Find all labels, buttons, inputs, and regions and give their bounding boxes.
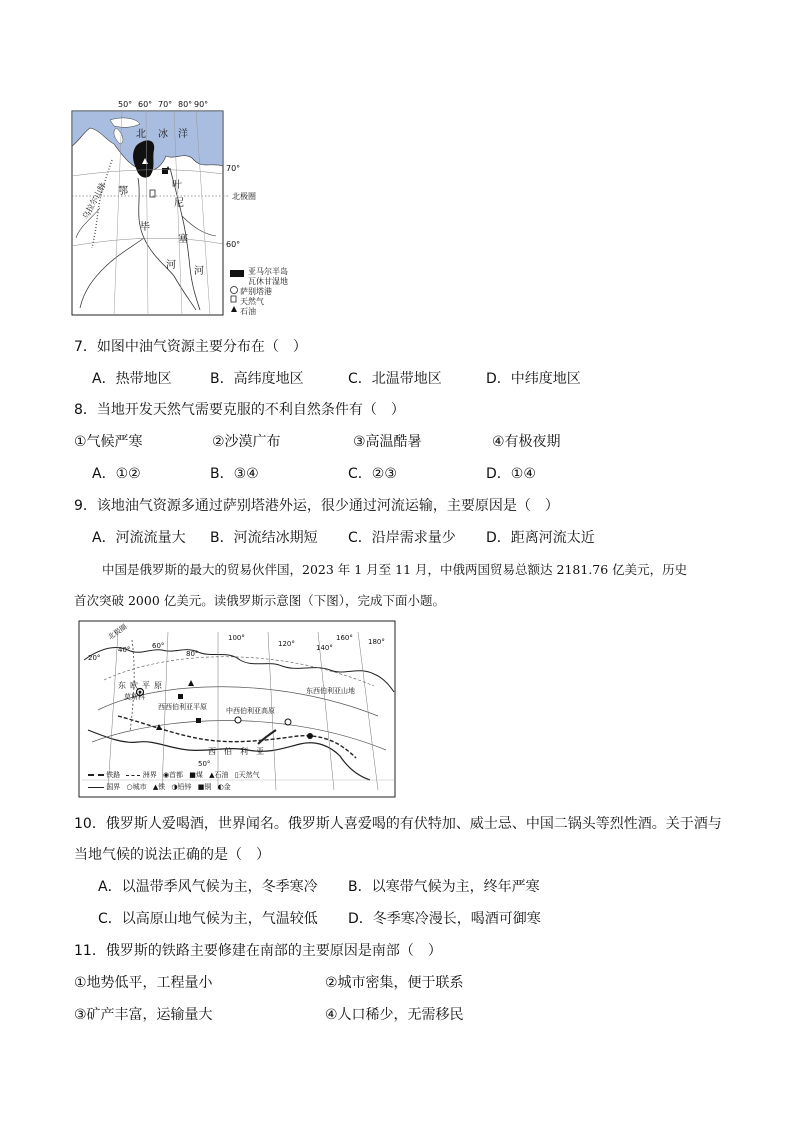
lon-40-label: 40° (118, 646, 131, 654)
legend-oil-label: 石油 (240, 307, 256, 316)
ural-mountain-label: 乌拉尔山脉 (80, 181, 108, 221)
legend-coal: 煤 (195, 771, 203, 779)
passage-line-1: 中国是俄罗斯的最大的贸易伙伴国，2023 年 1 月至 11 月，中俄两国贸易总额达 2181.76 亿美元，历史 (102, 562, 688, 577)
legend-capital: 首都 (169, 771, 184, 779)
question-8-stem: 8．当地开发天然气需要克服的不利自然条件有（ ） (74, 402, 405, 418)
q10-option-b[interactable]: B．以寒带气候为主，终年严寒 (348, 879, 540, 895)
central-siberia-plateau-label: 中西伯利亚高原 (226, 707, 275, 715)
river-yenisei-char-1: 叶 (172, 180, 182, 191)
coal-icon: ■ (189, 771, 196, 779)
plain-label (118, 680, 166, 691)
city-icon: ○ (126, 783, 133, 791)
lat-label-60: 60° (226, 240, 241, 249)
q8-option-d[interactable]: D．①④ (486, 466, 536, 482)
lon-label-90: 90° (194, 100, 209, 109)
legend-lead-zinc: 铅锌 (177, 783, 192, 791)
copper-icon: ■ (197, 783, 205, 791)
legend-gas: 天然气 (238, 771, 260, 779)
question-11-stem: 11．俄罗斯的铁路主要修建在南部的主要原因是南部（ ） (74, 943, 442, 959)
passage-line-2: 首次突破 2000 亿美元。读俄罗斯示意图（下图），完成下面小题。 (74, 593, 446, 608)
lon-60-label: 60° (152, 642, 165, 650)
q11-item-1: ①地势低平，工程量小 (74, 975, 213, 991)
q8-option-b[interactable]: B．③④ (210, 466, 259, 482)
lat-label-70: 70° (226, 164, 241, 173)
q9-option-a[interactable]: A．河流流量大 (92, 530, 186, 546)
west-siberia-plain-label: 西西伯利亚平原 (158, 703, 207, 711)
legend-national-border: 国界 (106, 783, 121, 791)
lon-label-70: 70° (158, 100, 173, 109)
capital-icon: ◉ (162, 771, 170, 779)
siberia-char-4: 亚 (256, 747, 272, 756)
q9-option-d[interactable]: D．距离河流太近 (486, 530, 595, 546)
q9-option-c[interactable]: C．沿岸需求量少 (348, 530, 456, 546)
lon-20-label: 20° (88, 654, 101, 662)
q10-option-a[interactable]: A．以温带季风气候为主，冬季寒冷 (98, 879, 318, 895)
lon-label-50: 50° (118, 100, 133, 109)
lon-label-60: 60° (138, 100, 153, 109)
q8-option-c[interactable]: C．②③ (348, 466, 397, 482)
lat-50-label: 50° (198, 760, 211, 768)
lead-zinc-icon: ◑ (171, 783, 178, 791)
lon-160-label: 160° (336, 634, 353, 642)
river-ob-char-1: 鄂 (118, 186, 128, 197)
q7-option-c[interactable]: C．北温带地区 (348, 371, 442, 387)
lon-180-label: 180° (368, 638, 385, 646)
siberia-label (208, 746, 272, 757)
question-10-stem-line-1: 10．俄罗斯人爱喝酒，世界闻名。俄罗斯人喜爱喝的有伏特加、威士忌、中国二锅头等烈性酒。关于酒与 (74, 816, 722, 832)
legend-oil: 石油 (214, 771, 229, 779)
national-border-icon (88, 787, 104, 788)
gas-icon: ▯ (234, 771, 239, 779)
q8-item-3: ③高温酷暑 (353, 434, 422, 450)
river-ob-char-2: 毕 (140, 222, 150, 233)
map2-legend-row1 (88, 770, 260, 780)
lon-label-80: 80° (178, 100, 193, 109)
siberia-char-2: 伯 (224, 747, 240, 756)
plain-char-3: 平 (142, 681, 154, 690)
river-yenisei-char-3: 塞 (178, 234, 188, 245)
lon-120-label: 120° (278, 640, 295, 648)
east-siberia-highland-label: 东西伯利亚山地 (306, 687, 355, 695)
river-yenisei-char-2: 尼 (174, 198, 184, 209)
question-7-stem: 7．如图中油气资源主要分布在（ ） (74, 339, 307, 355)
legend-city: 城市 (132, 783, 147, 791)
arctic-circle-label: 北极圈 (232, 192, 256, 201)
q7-option-a[interactable]: A．热带地区 (92, 371, 172, 387)
legend-gas-label: 天然气 (240, 297, 264, 306)
q8-item-2: ②沙漠广布 (212, 434, 281, 450)
q9-option-b[interactable]: B．河流结冰期短 (210, 530, 318, 546)
ocean-char-2: 冰 (158, 129, 168, 140)
gold-icon: ◐ (217, 783, 224, 791)
iron-icon: ▲ (152, 783, 159, 791)
river-he-char-1: 河 (166, 260, 176, 271)
lon-100-label: 100° (228, 634, 245, 642)
continent-boundary-icon (126, 775, 140, 776)
railway-legend-icon (88, 774, 104, 776)
siberia-char-3: 利 (240, 747, 256, 756)
legend-copper: 铜 (204, 783, 212, 791)
ocean-char-3: 洋 (178, 129, 188, 140)
q10-option-c[interactable]: C．以高原山地气候为主，气温较低 (98, 911, 318, 927)
map-russia (78, 620, 396, 798)
lon-80-label: 80° (186, 650, 199, 658)
legend-iron: 铁 (158, 783, 166, 791)
question-10-stem-line-2: 当地气候的说法正确的是（ ） (74, 847, 270, 863)
oil-icon: ▲ (209, 771, 215, 779)
arctic-circle-label-2: 北极圈 (106, 622, 129, 642)
q7-option-b[interactable]: B．高纬度地区 (210, 371, 304, 387)
siberia-char-1: 西 (208, 747, 224, 756)
legend-yamal-label: 亚马尔半岛 (248, 267, 288, 276)
q11-item-3: ③矿产丰富，运输量大 (74, 1007, 213, 1023)
river-he-char-2: 河 (194, 266, 204, 277)
q8-option-a[interactable]: A．①② (92, 466, 141, 482)
map2-legend-row2 (88, 782, 231, 792)
q11-item-4: ④人口稀少，无需移民 (325, 1007, 464, 1023)
lon-140-label: 140° (316, 644, 333, 652)
q11-item-2: ②城市密集，便于联系 (325, 975, 464, 991)
q8-item-4: ④有极夜期 (492, 434, 561, 450)
q7-option-d[interactable]: D．中纬度地区 (486, 371, 581, 387)
legend-port-label: 萨别塔港 (240, 287, 272, 296)
legend-continent-boundary: 洲界 (142, 771, 157, 779)
plain-char-2: 欧 (130, 681, 142, 690)
map-yamal (70, 98, 310, 320)
question-9-stem: 9．该地油气资源多通过萨别塔港外运，很少通过河流运输，主要原因是（ ） (74, 498, 559, 514)
plain-char-4: 原 (154, 681, 166, 690)
legend-gold: 金 (223, 783, 231, 791)
legend-wetland-label: 瓦休甘湿地 (248, 277, 288, 286)
moscow-label: 莫斯科 (124, 693, 145, 701)
legend-railway: 铁路 (106, 771, 121, 779)
q10-option-d[interactable]: D．冬季寒冷漫长，喝酒可御寒 (348, 911, 541, 927)
q8-item-1: ①气候严寒 (74, 434, 143, 450)
ocean-char-1: 北 (136, 129, 146, 140)
plain-char-1: 东 (118, 681, 130, 690)
